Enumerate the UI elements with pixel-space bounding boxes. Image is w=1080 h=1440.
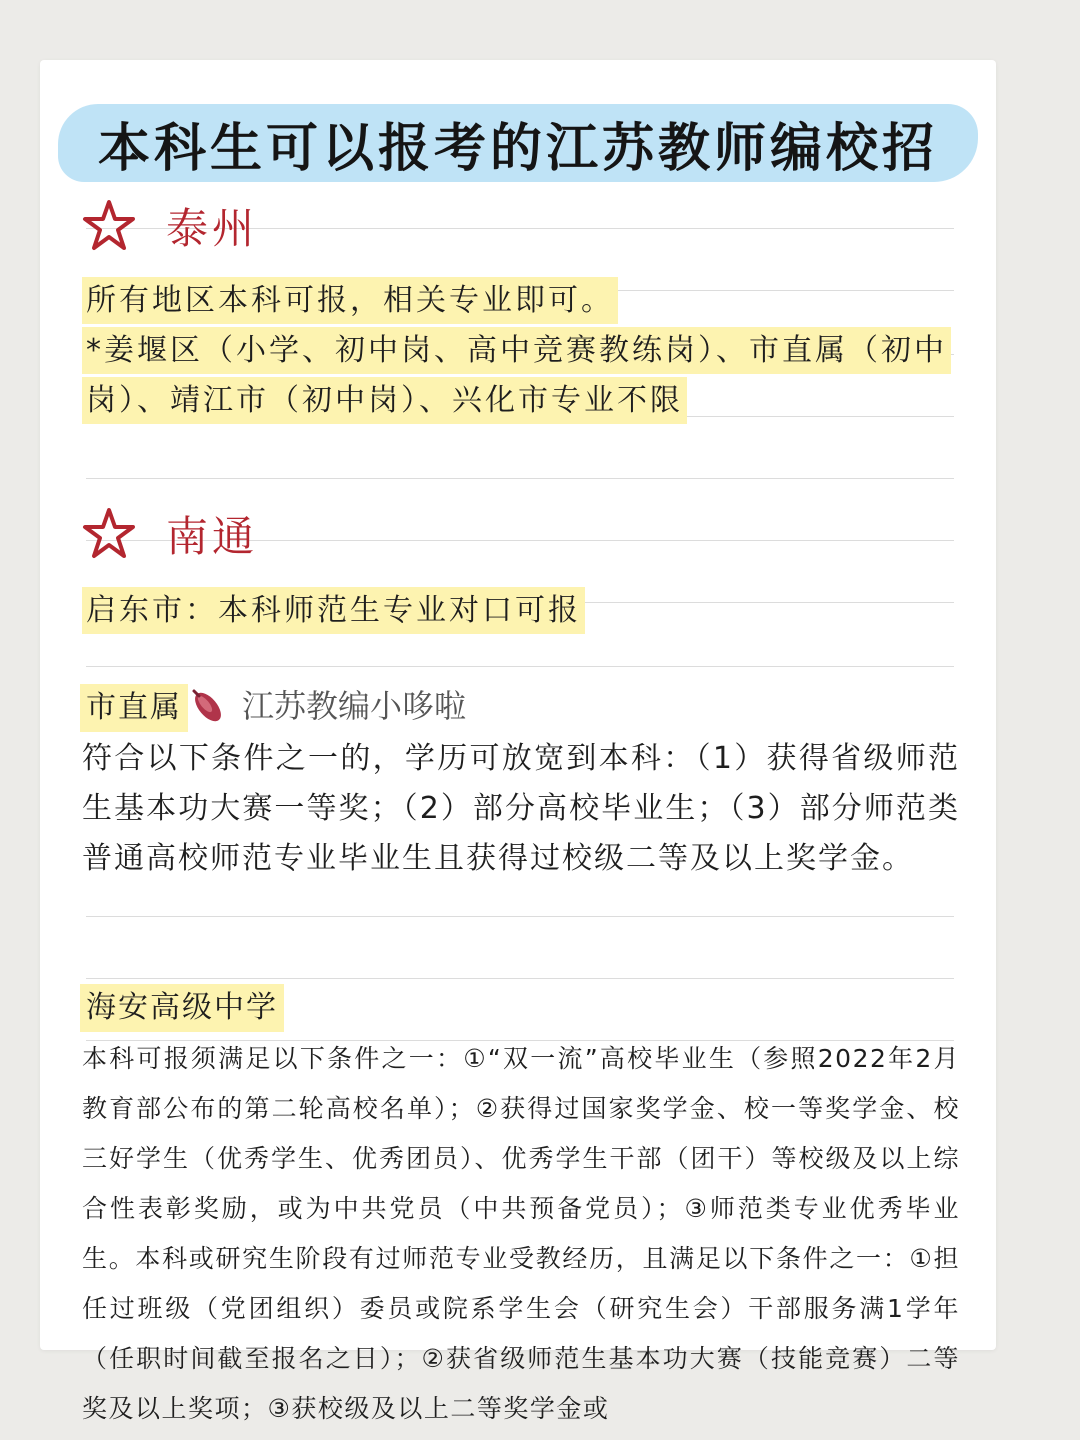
watermark — [186, 680, 466, 728]
shizhishu-label: 市直属 — [80, 684, 188, 732]
haian-label: 海安高级中学 — [80, 984, 284, 1032]
rule-line — [86, 916, 954, 917]
section-title-nantong: 南通 — [166, 512, 259, 561]
haian-text: 本科可报须满足以下条件之一：①“双一流”高校毕业生（参照2022年2月教育部公布的第二轮高校名单）；②获得过国家奖学金、校一等奖学金、校三好学生（优秀学生、优秀团员）、优秀学生干部（团干）等校级及以上综合性表彰奖励，或为中共党员（中共预备党员）；③师范类专业优秀毕业生。本科或研究生阶段有过师范专业受教经历，且满足以下条件之一：①担任过班级（党团组织）委员或院系学生会（研究生会）干部服务满1学年（任职时间截至报名之日）；②获省级师范生基本功大赛（技能竞赛）二等奖及以上奖项；③获校级及以上二等奖学金或 — [82, 1044, 960, 1423]
watermark-text: 江苏教编小哆啦 — [242, 687, 467, 725]
section-header-nantong — [82, 504, 258, 564]
star-icon — [82, 507, 136, 561]
taizhou-line-2 — [82, 326, 962, 426]
star-icon — [82, 199, 136, 253]
sweet-potato-icon — [186, 683, 228, 725]
rule-line — [86, 666, 954, 667]
rule-line — [86, 978, 954, 979]
shizhishu-text: 符合以下条件之一的，学历可放宽到本科：（1）获得省级师范生基本功大赛一等奖；（2）部分高校毕业生；（3）部分师范类普通高校师范专业毕业生且获得过校级二等及以上奖学金。 — [82, 741, 960, 876]
taizhou-all-areas-text: 所有地区本科可报，相关专业即可。 — [82, 277, 618, 324]
qidong-text: 启东市：本科师范生专业对口可报 — [82, 587, 585, 634]
page-title: 本科生可以报考的江苏教师编校招 — [58, 104, 978, 182]
section-title-taizhou: 泰州 — [166, 204, 259, 253]
taizhou-line-1 — [82, 276, 962, 326]
section-header-taizhou — [82, 196, 258, 256]
rule-line — [86, 478, 954, 479]
taizhou-detail-text: *姜堰区（小学、初中岗、高中竞赛教练岗）、市直属（初中岗）、靖江市（初中岗）、兴化市专业不限 — [82, 327, 951, 424]
qidong-line — [82, 586, 962, 636]
